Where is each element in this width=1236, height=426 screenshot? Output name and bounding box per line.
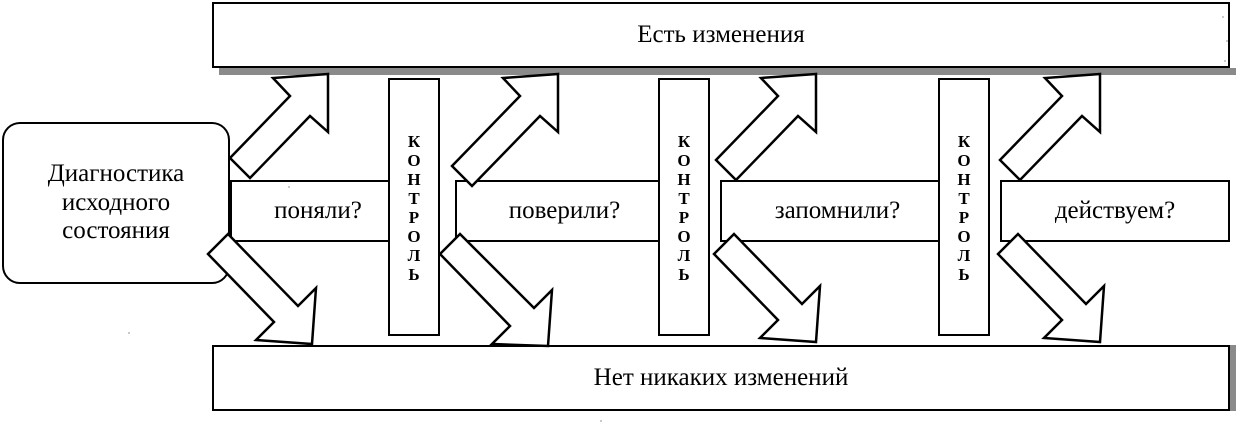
arrow-up-4-icon [996, 72, 1116, 187]
outcome-box-no-changes: Нет никаких изменений [212, 345, 1230, 411]
control-letter: Р [958, 208, 970, 227]
control-letter: О [407, 150, 421, 170]
arrow-down-4-icon [996, 232, 1120, 348]
scan-speck [1222, 16, 1224, 18]
control-letter: Л [677, 246, 691, 266]
start-node-line-1: Диагностика [47, 159, 185, 187]
control-letter: Ь [678, 265, 690, 285]
arrow-up-1-icon [228, 72, 348, 187]
start-node-line-2: исходного [61, 188, 171, 216]
arrow-down-1-icon [206, 232, 336, 348]
control-letter: О [957, 150, 971, 170]
question-box-memorized: запомнили? [720, 180, 955, 242]
control-letter: Т [408, 188, 420, 208]
scan-speck [1224, 60, 1226, 62]
control-letter: Л [957, 246, 971, 266]
control-letter: О [957, 227, 971, 247]
control-letter: Н [677, 169, 691, 189]
control-letter: О [677, 150, 691, 170]
control-letter: Н [957, 169, 971, 189]
control-box-3 [938, 78, 990, 336]
control-letter: Т [678, 188, 690, 208]
start-node-diagnostics [2, 122, 230, 284]
control-letter: Л [407, 246, 421, 266]
scan-speck [600, 420, 602, 422]
control-letter: К [407, 131, 421, 151]
arrow-down-3-icon [712, 232, 836, 348]
arrow-up-3-icon [712, 72, 832, 187]
question-box-act: действуем? [1000, 180, 1230, 242]
control-letter: О [407, 227, 421, 247]
question-box-believed: поверили? [455, 180, 674, 242]
scan-speck [128, 332, 130, 334]
question-box-understood: поняли? [230, 180, 406, 242]
control-letter: Т [958, 188, 970, 208]
scan-speck [1226, 40, 1228, 42]
control-box-2 [658, 78, 710, 336]
bottom-bar-shadow-right [1230, 345, 1236, 411]
control-letter: Р [408, 208, 420, 227]
control-letter: Р [678, 208, 690, 227]
control-letter: Ь [408, 265, 420, 285]
control-letter: О [677, 227, 691, 247]
scan-speck [288, 186, 290, 188]
start-node-line-3: состояния [62, 217, 170, 245]
outcome-box-changes: Есть изменения [212, 2, 1230, 68]
arrow-down-2-icon [438, 232, 568, 348]
arrow-up-2-icon [440, 72, 570, 187]
control-letter: К [677, 131, 691, 151]
control-letter: Ь [958, 265, 970, 285]
control-letter: К [957, 131, 971, 151]
control-letter: Н [407, 169, 421, 189]
control-box-1 [388, 78, 440, 336]
